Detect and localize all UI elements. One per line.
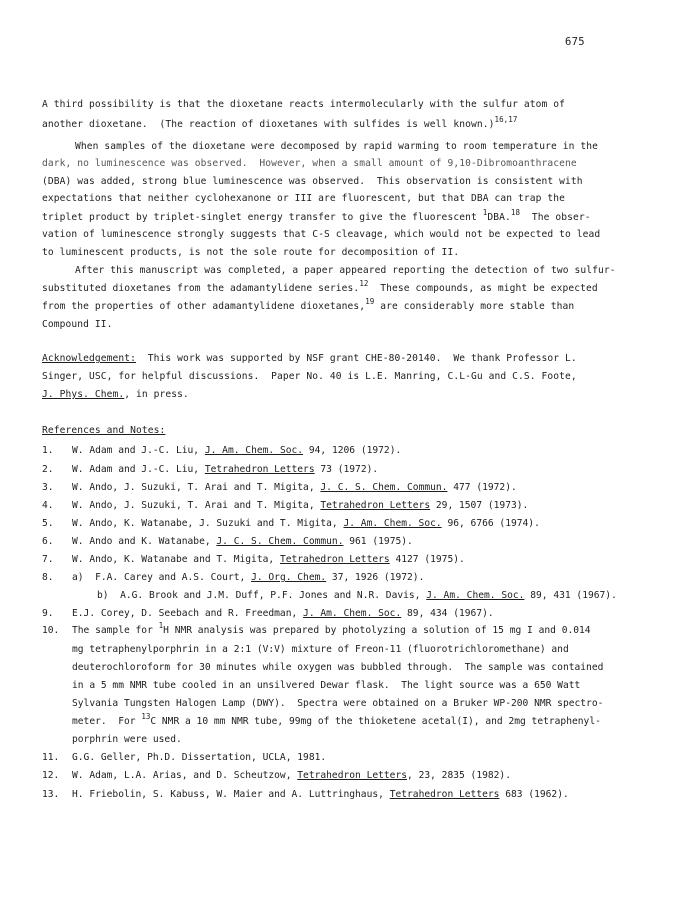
reference-line: porphrin were used. [72, 734, 182, 745]
reference-line: E.J. Corey, D. Seebach and R. Freedman, J. Am. Chem. Soc. 89, 434 (1967). [72, 608, 494, 619]
reference-line: G.G. Geller, Ph.D. Dissertation, UCLA, 1981. [72, 752, 327, 763]
journal-title: Tetrahedron Letters [297, 770, 408, 781]
journal-title: J. Am. Chem. Soc. [303, 608, 402, 619]
body-line: expectations that neither cyclohexanone or III are fluorescent, but that DBA can trap the [42, 193, 565, 204]
reference-line: W. Ando, J. Suzuki, T. Arai and T. Migita, Tetrahedron Letters 29, 1507 (1973). [72, 500, 529, 511]
journal-title: Tetrahedron Letters [279, 554, 390, 565]
reference-line: W. Ando, J. Suzuki, T. Arai and T. Migita, J. C. S. Chem. Commun. 477 (1972). [72, 482, 517, 493]
acknowledgement-line: Acknowledgement: This work was supported by NSF grant CHE-80-20140. We thank Professor L. [42, 353, 577, 364]
body-line: triplet product by triplet-singlet energy transfer to give the fluorescent $^1$DBA.$^{18}$ The obser- [42, 208, 591, 223]
reference-line: deuterochloroform for 30 minutes while oxygen was bubbled through. The sample was contained [72, 662, 604, 673]
reference-line: W. Adam and J.-C. Liu, Tetrahedron Letters 73 (1972). [72, 464, 379, 475]
body-line: dark, no luminescence was observed. However, when a small amount of 9,10-Dibromoanthracene [42, 158, 577, 169]
acknowledgement-line: Singer, USC, for helpful discussions. Paper No. 40 is L.E. Manring, C.L-Gu and C.S. Foote, [42, 371, 577, 382]
body-line: from the properties of other adamantylidene dioxetanes,$^{19}$ are considerably more stable than [42, 297, 575, 312]
journal-title: J. C. S. Chem. Commun. [320, 482, 448, 493]
body-line: Compound II. [42, 319, 113, 330]
journal-title: J. Am. Chem. Soc. [426, 590, 525, 601]
reference-line: meter. For $^{13}$C NMR a 10 mm NMR tube, 99mg of the thioketene acetal(I), and 2mg tetraphenyl- [72, 712, 601, 727]
reference-line: W. Adam, L.A. Arias, and D. Scheutzow, Tetrahedron Letters, 23, 2835 (1982). [72, 770, 511, 781]
page-number: 675 [565, 36, 585, 48]
reference-number: 10. [42, 625, 60, 636]
reference-number: 3. [42, 482, 54, 493]
reference-number: 7. [42, 554, 54, 565]
reference-line: a) F.A. Carey and A.S. Court, J. Org. Chem. 37, 1926 (1972). [72, 572, 425, 583]
reference-number: 1. [42, 445, 54, 456]
reference-number: 6. [42, 536, 54, 547]
body-line: When samples of the dioxetane were decomposed by rapid warming to room temperature in the [75, 141, 598, 152]
reference-line: Sylvania Tungsten Halogen Lamp (DWY). Spectra were obtained on a Bruker WP-200 NMR spectro- [72, 698, 604, 709]
citation: 19 [365, 297, 375, 306]
reference-number: 13. [42, 789, 60, 800]
journal-title: J. C. S. Chem. Commun. [216, 536, 344, 547]
reference-number: 5. [42, 518, 54, 529]
journal-title: J. Am. Chem. Soc. [343, 518, 442, 529]
citation: 16,17 [494, 115, 518, 124]
reference-number: 2. [42, 464, 54, 475]
body-line: After this manuscript was completed, a paper appeared reporting the detection of two sulfur- [75, 265, 616, 276]
reference-line: H. Friebolin, S. Kabuss, W. Maier and A. Luttringhaus, Tetrahedron Letters 683 (1962). [72, 789, 569, 800]
journal-title: Tetrahedron Letters [320, 500, 431, 511]
reference-line: W. Ando, K. Watanabe and T. Migita, Tetrahedron Letters 4127 (1975). [72, 554, 465, 565]
reference-number: 11. [42, 752, 60, 763]
reference-line: W. Ando, K. Watanabe, J. Suzuki and T. Migita, J. Am. Chem. Soc. 96, 6766 (1974). [72, 518, 540, 529]
reference-number: 8. [42, 572, 54, 583]
body-line: A third possibility is that the dioxetane reacts intermolecularly with the sulfur atom of [42, 99, 565, 110]
body-line: another dioxetane. (The reaction of dioxetanes with sulfides is well known.)$^{16,17}$ [42, 115, 518, 130]
body-line: substituted dioxetanes from the adamantylidene series.$^{12}$ These compounds, as might be expected [42, 279, 598, 294]
reference-line: in a 5 mm NMR tube cooled in an unsilvered Dewar flask. The light source was a 650 Watt [72, 680, 581, 691]
body-line: to luminescent products, is not the sole route for decomposition of II. [42, 247, 460, 258]
citation: 12 [359, 279, 369, 288]
body-line: (DBA) was added, strong blue luminescence was observed. This observation is consistent with [42, 176, 583, 187]
reference-number: 4. [42, 500, 54, 511]
reference-line: mg tetraphenylporphrin in a 2:1 (V:V) mixture of Freon-11 (fluorotrichloromethane) and [72, 644, 569, 655]
citation: 18 [510, 208, 521, 217]
reference-number: 9. [42, 608, 54, 619]
journal-title: J. Org. Chem. [251, 572, 327, 583]
reference-line: W. Ando and K. Watanabe, J. C. S. Chem. Commun. 961 (1975). [72, 536, 413, 547]
reference-number: 12. [42, 770, 60, 781]
acknowledgement-line: J. Phys. Chem., in press. [42, 389, 189, 400]
references-heading: References and Notes: [42, 425, 166, 436]
body-line: vation of luminescence strongly suggests that C-S cleavage, which would not be expected to lead [42, 229, 601, 240]
acknowledgement-heading: Acknowledgement: [42, 353, 137, 364]
journal-title: Tetrahedron Letters [204, 464, 315, 475]
reference-line: The sample for $^1$H NMR analysis was prepared by photolyzing a solution of 15 mg I and 0.014 [72, 621, 591, 636]
journal-title: Tetrahedron Letters [389, 789, 500, 800]
reference-line: W. Adam and J.-C. Liu, J. Am. Chem. Soc. 94, 1206 (1972). [72, 445, 402, 456]
reference-line: b) A.G. Brook and J.M. Duff, P.F. Jones and N.R. Davis, J. Am. Chem. Soc. 89, 431 (1967). [97, 590, 617, 601]
journal-title: J. Am. Chem. Soc. [204, 445, 304, 456]
